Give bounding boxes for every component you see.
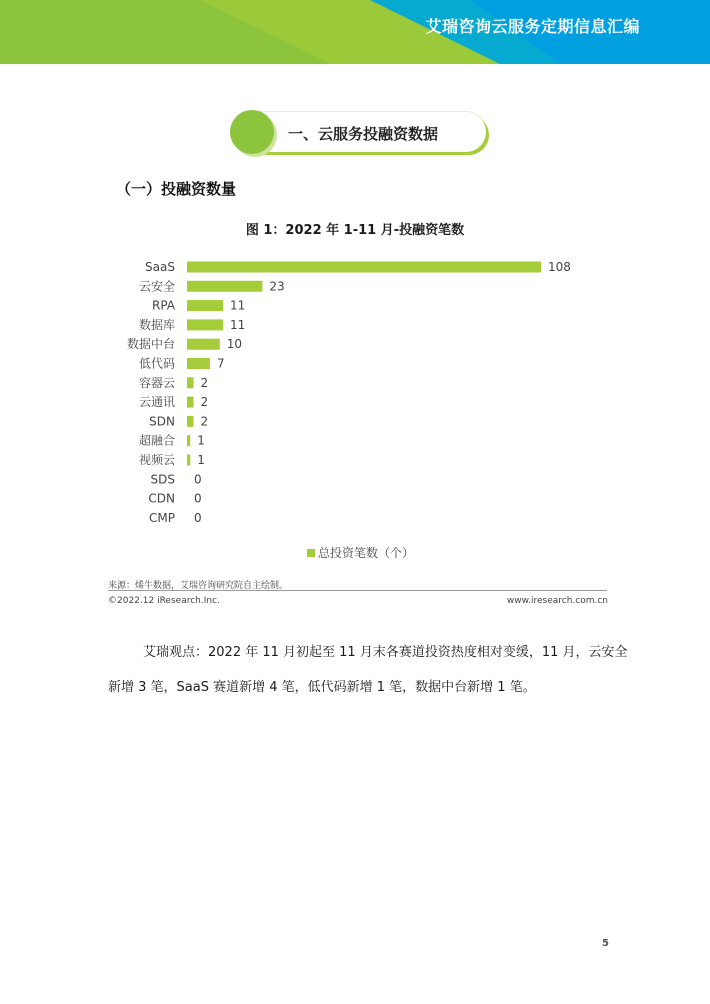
- bar: [187, 339, 220, 350]
- value-label: 2: [200, 375, 209, 390]
- analysis-paragraph-line-1: 艾瑞观点：2022 年 11 月初起至 11 月末各赛道投资热度相对变缓，11 月，云安全: [143, 645, 628, 660]
- category-label: 数据中台: [126, 337, 175, 352]
- bar: [187, 397, 194, 408]
- section-heading-text: 一、云服务投融资数据: [288, 125, 439, 143]
- value-label: 108: [548, 260, 571, 274]
- legend-label: 总投资笔数（个）: [318, 546, 415, 560]
- copyright: ©2022.12 iResearch.Inc.: [108, 596, 220, 606]
- website-url: www.iresearch.com.cn: [506, 596, 608, 606]
- value-label: 7: [216, 356, 225, 371]
- bar: [187, 435, 190, 446]
- category-label: SDS: [150, 472, 175, 487]
- value-label: 0: [194, 472, 202, 487]
- category-label: RPA: [151, 298, 175, 313]
- bar: [187, 262, 541, 273]
- category-label: SDN: [149, 414, 175, 429]
- category-label: 云安全: [138, 279, 175, 294]
- divider: [108, 590, 607, 591]
- bar: [187, 358, 210, 369]
- bar: [187, 300, 223, 311]
- value-label: 2: [200, 395, 209, 410]
- category-label: SaaS: [145, 260, 175, 274]
- value-label: 0: [194, 491, 202, 506]
- category-label: 数据库: [138, 317, 175, 332]
- value-label: 23: [269, 279, 285, 294]
- figure-source: 来源：烯牛数据，艾瑞咨询研究院自主绘制。: [108, 581, 289, 591]
- legend-swatch: [307, 549, 315, 557]
- bar: [187, 455, 190, 466]
- category-label: CDN: [148, 491, 175, 506]
- bar: [187, 416, 194, 427]
- header-title: 艾瑞咨询云服务定期信息汇编: [425, 17, 640, 36]
- category-label: 容器云: [138, 375, 175, 390]
- category-label: 云通讯: [138, 395, 175, 410]
- page-number: 5: [602, 938, 609, 949]
- value-label: 0: [194, 510, 202, 525]
- subsection-title: （一）投融资数量: [116, 180, 237, 198]
- category-label: CMP: [149, 510, 175, 525]
- bar: [187, 319, 223, 330]
- value-label: 10: [226, 337, 243, 352]
- value-label: 11: [230, 298, 246, 313]
- value-label: 1: [197, 433, 205, 448]
- category-label: 低代码: [138, 356, 175, 371]
- value-label: 2: [200, 414, 209, 429]
- value-label: 11: [230, 317, 246, 332]
- bar: [187, 377, 194, 388]
- category-label: 超融合: [138, 433, 175, 448]
- analysis-paragraph-line-2: 新增 3 笔，SaaS 赛道新增 4 笔，低代码新增 1 笔，数据中台新增 1 笔。: [108, 680, 536, 695]
- chart-legend: [307, 544, 414, 561]
- category-label: 视频云: [138, 453, 175, 467]
- chart-title: 图 1：2022 年 1-11 月-投融资笔数: [245, 223, 465, 238]
- value-label: 1: [197, 453, 205, 467]
- bar: [187, 281, 262, 292]
